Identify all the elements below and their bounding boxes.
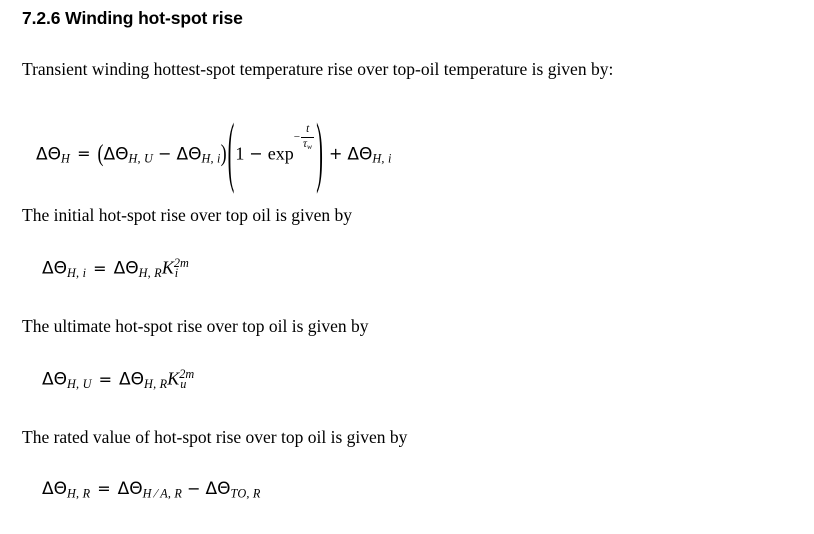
equation-1-one: 1 xyxy=(235,143,245,164)
equation-1-exp-fraction xyxy=(301,124,314,151)
equation-1-term3-subscript: H, i xyxy=(372,151,392,166)
equation-3-equals: = xyxy=(98,369,113,389)
paragraph-rated-intro: The rated value of hot-spot rise over top oil is given by xyxy=(22,427,408,447)
equation-4-term2-symbol: ΔΘ xyxy=(205,479,231,499)
page-title: 7.2.6 Winding hot-spot rise xyxy=(22,8,243,28)
equation-2-rhs-symbol: ΔΘ xyxy=(113,258,139,279)
equation-1-tau: τ xyxy=(303,137,308,150)
equation-ultimate-hotspot-rise xyxy=(42,367,195,392)
equation-1-lhs-symbol: ΔΘ xyxy=(36,144,62,165)
equation-4-lhs-subscript: H, R xyxy=(67,486,91,501)
equation-4-term2-subscript: TO, R xyxy=(230,486,261,501)
equation-2-lhs-subscript: H, i xyxy=(67,266,87,281)
equation-2-lhs-symbol: ΔΘ xyxy=(42,258,68,279)
equation-1-exp-negative: − xyxy=(293,131,301,143)
equation-1-big-close-paren: ) xyxy=(316,110,323,197)
equation-1-plus: + xyxy=(328,144,343,164)
paragraph-ultimate-intro: The ultimate hot-spot rise over top oil is given by xyxy=(22,316,369,336)
equation-1-close-paren: ) xyxy=(220,139,227,167)
equation-1-term1-symbol: ΔΘ xyxy=(103,144,129,165)
equation-1-term2-symbol: ΔΘ xyxy=(176,144,202,165)
equation-4-equals: = xyxy=(97,479,111,498)
equation-2-k-subscript: i xyxy=(174,266,179,281)
equation-1-exp-numerator: t xyxy=(306,123,310,135)
equation-4-minus: − xyxy=(187,479,201,498)
equation-1-open-paren: ( xyxy=(97,139,104,167)
equation-2-k-symbol: K xyxy=(161,257,174,278)
equation-3-lhs-symbol: ΔΘ xyxy=(42,369,68,390)
equation-3-rhs-subscript: H, R xyxy=(144,377,168,392)
equation-4-lhs-symbol: ΔΘ xyxy=(42,479,68,499)
equation-1-term1-subscript: H, U xyxy=(128,151,154,166)
equation-4-term1-symbol: ΔΘ xyxy=(117,479,143,499)
paragraph-transient-intro: Transient winding hottest-spot temperature rise over top-oil temperature is given by: xyxy=(22,59,614,79)
equation-3-lhs-subscript: H, U xyxy=(67,377,92,392)
equation-1-exp-label: exp xyxy=(267,143,294,164)
paragraph-initial-intro: The initial hot-spot rise over top oil is given by xyxy=(22,205,353,225)
equation-1-minus: − xyxy=(158,144,172,164)
equation-2-rhs-subscript: H, R xyxy=(138,266,162,281)
equation-3-k-symbol: K xyxy=(167,368,180,389)
equation-4-term1-subscript: H ⁄ A, R xyxy=(142,486,183,501)
equation-1-big-open-paren: ( xyxy=(227,110,235,197)
equation-1-lhs-subscript: H xyxy=(61,151,71,166)
equation-1-term2-subscript: H, i xyxy=(201,151,221,166)
equation-1-exp-denominator xyxy=(301,139,314,151)
equation-3-k-subscript: u xyxy=(180,377,187,392)
equation-1-tau-subscript: w xyxy=(307,141,313,151)
equation-3-rhs-symbol: ΔΘ xyxy=(119,369,145,390)
equation-2-equals: = xyxy=(93,258,107,278)
equation-initial-hotspot-rise xyxy=(42,256,189,281)
equation-transient-hotspot-rise xyxy=(36,110,392,197)
equation-rated-hotspot-rise xyxy=(42,478,261,501)
equation-1-inner-minus: − xyxy=(249,144,263,164)
equation-1-equals: = xyxy=(77,144,91,164)
equation-2-k-superscript: 2m xyxy=(173,256,189,270)
equation-3-k-superscript: 2m xyxy=(179,367,195,381)
equation-1-term3-symbol: ΔΘ xyxy=(347,144,373,165)
